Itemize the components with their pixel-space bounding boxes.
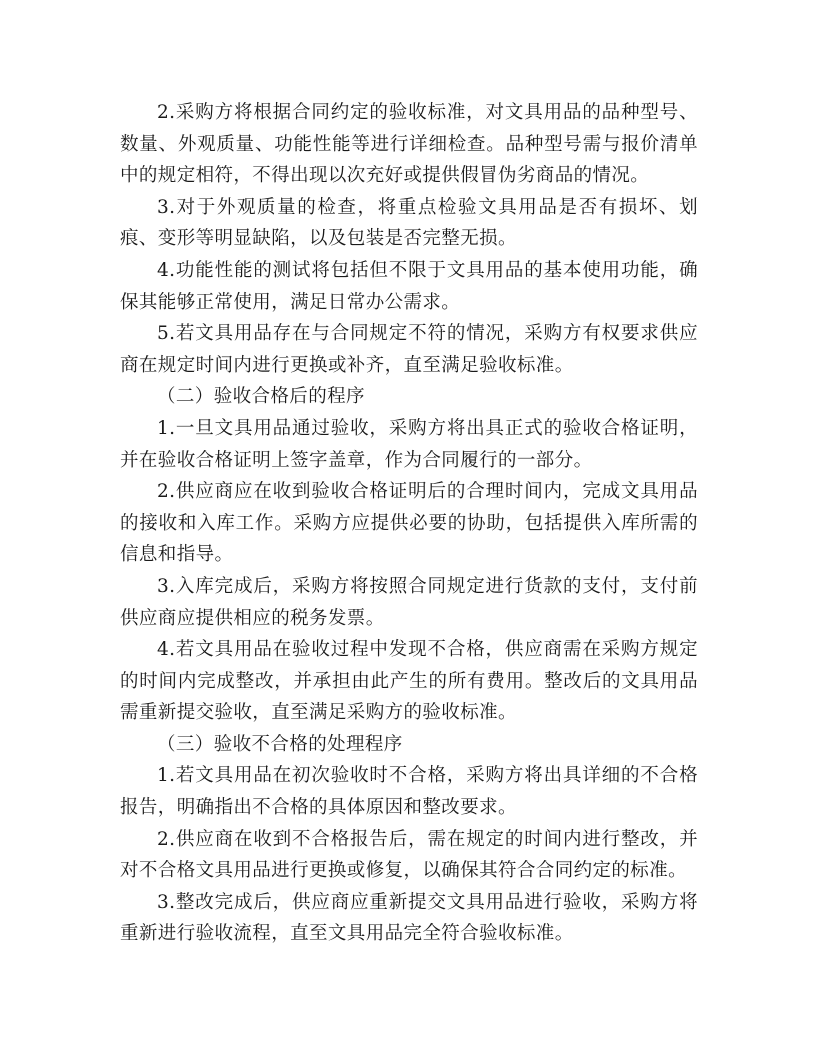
paragraph-acceptance-inspection: 2.采购方将根据合同约定的验收标准，对文具用品的品种型号、数量、外观质量、功能性能等进行详细检查。品种型号需与报价清单中的规定相符，不得出现以次充好或提供假冒伪劣商品的情况。 bbox=[120, 102, 698, 187]
paragraph-rectification: 4.若文具用品在验收过程中发现不合格，供应商需在采购方规定的时间内完成整改，并承担由此产生的所有费用。整改后的文具用品需重新提交验收，直至满足采购方的验收标准。 bbox=[120, 639, 698, 724]
paragraph-failure-report: 1.若文具用品在初次验收时不合格，采购方将出具详细的不合格报告，明确指出不合格的具体原因和整改要求。 bbox=[120, 765, 698, 819]
paragraph-resubmit: 3.整改完成后，供应商应重新提交文具用品进行验收，采购方将重新进行验收流程，直至文具用品完全符合验收标准。 bbox=[120, 891, 698, 945]
paragraph-nonconformity-replacement: 5.若文具用品存在与合同规定不符的情况，采购方有权要求供应商在规定时间内进行更换或补齐，直至满足验收标准。 bbox=[120, 323, 698, 376]
paragraph-supplier-rectify: 2.供应商在收到不合格报告后，需在规定的时间内进行整改，并对不合格文具用品进行更换或修复，以确保其符合合同约定的标准。 bbox=[120, 828, 698, 882]
paragraph-acceptance-certificate: 1.一旦文具用品通过验收，采购方将出具正式的验收合格证明，并在验收合格证明上签字盖章，作为合同履行的一部分。 bbox=[120, 417, 698, 471]
paragraph-warehousing: 2.供应商应在收到验收合格证明后的合理时间内，完成文具用品的接收和入库工作。采购方应提供必要的协助，包括提供入库所需的信息和指导。 bbox=[120, 481, 698, 566]
document-page bbox=[120, 97, 698, 950]
paragraph-appearance-check: 3.对于外观质量的检查，将重点检验文具用品是否有损坏、划痕、变形等明显缺陷，以及包装是否完整无损。 bbox=[120, 196, 698, 250]
section-heading-failed-acceptance: （三）验收不合格的处理程序 bbox=[157, 733, 403, 755]
section-heading-after-acceptance: （二）验收合格后的程序 bbox=[157, 386, 365, 408]
paragraph-payment: 3.入库完成后，采购方将按照合同规定进行货款的支付，支付前供应商应提供相应的税务发票。 bbox=[120, 575, 698, 629]
paragraph-function-test: 4.功能性能的测试将包括但不限于文具用品的基本使用功能，确保其能够正常使用，满足日常办公需求。 bbox=[120, 259, 698, 313]
